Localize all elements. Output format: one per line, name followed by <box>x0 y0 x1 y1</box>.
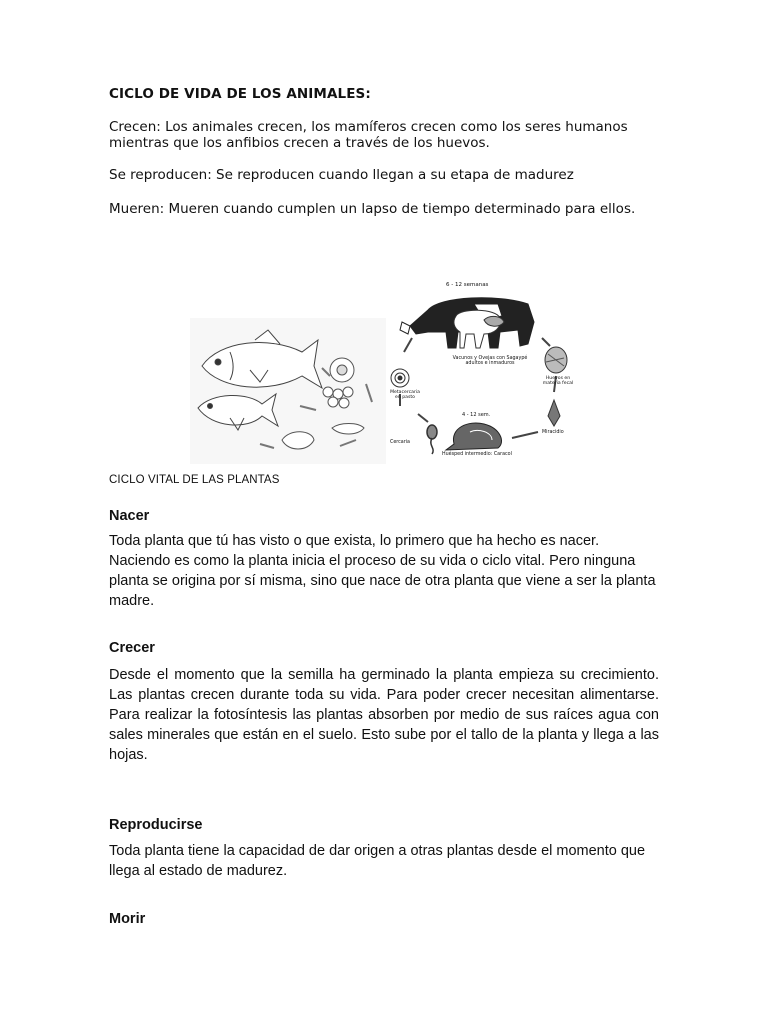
cercaria-label: Cercaria <box>390 440 410 445</box>
parasite-life-cycle-figure <box>388 282 576 464</box>
animals-title: CICLO DE VIDA DE LOS ANIMALES: <box>109 86 371 102</box>
section-heading-nacer: Nacer <box>109 508 150 524</box>
miracidio-label: Miracidio <box>542 430 564 435</box>
egg-cluster-drawing <box>545 347 567 373</box>
animals-reproduce-paragraph: Se reproducen: Se reproducen cuando llegan a su etapa de madurez <box>109 167 574 183</box>
metacercaria-drawing <box>391 369 409 387</box>
intermediate-host-label: Huésped intermedio: Caracol <box>442 452 512 457</box>
snail-weeks-label: 4 - 12 sem. <box>462 412 491 418</box>
weeks-label: 6 - 12 semanas <box>446 282 489 288</box>
animals-grow-paragraph: Crecen: Los animales crecen, los mamíferos crecen como los seres humanos mientras que los anfibios crecen a través de los huevos. <box>109 119 628 151</box>
section-heading-morir: Morir <box>109 911 146 927</box>
nacer-paragraph: Toda planta que tú has visto o que exista, lo primero que ha hecho es nacer. Naciendo es como la planta inicia el proceso de su vida o ciclo vital. Pero ninguna planta se origina por sí misma, sino que nace de otra planta que viene a ser la planta madre. <box>109 533 656 609</box>
metacercaria-label: Metacercaria en pasto <box>390 390 420 400</box>
section-heading-crecer: Crecer <box>109 640 155 656</box>
crecer-paragraph: Desde el momento que la semilla ha germinado la planta empieza su crecimiento. Las plantas crecen durante toda su vida. Para poder crecer necesitan alimentarse. Para realizar la fotosíntesis las plantas absorben por medio de sus raíces agua con sales minerales que están en el suelo. Esto sube por el tallo de la planta y llega a las hojas. <box>109 667 659 763</box>
section-heading-reproducirse: Reproducirse <box>109 817 203 833</box>
reproducirse-paragraph: Toda planta tiene la capacidad de dar origen a otras plantas desde el momento que llega al estado de madurez. <box>109 843 646 879</box>
hosts-label: Vacunos y Ovejas con Sagaypé adultos e inmaduros <box>452 356 528 367</box>
plants-caption: CICLO VITAL DE LAS PLANTAS <box>109 474 280 486</box>
eggs-label: Huevos en materia fecal <box>542 376 574 386</box>
fish-life-cycle-figure <box>190 318 386 464</box>
animals-die-paragraph: Mueren: Mueren cuando cumplen un lapso de tiempo determinado para ellos. <box>109 201 636 217</box>
